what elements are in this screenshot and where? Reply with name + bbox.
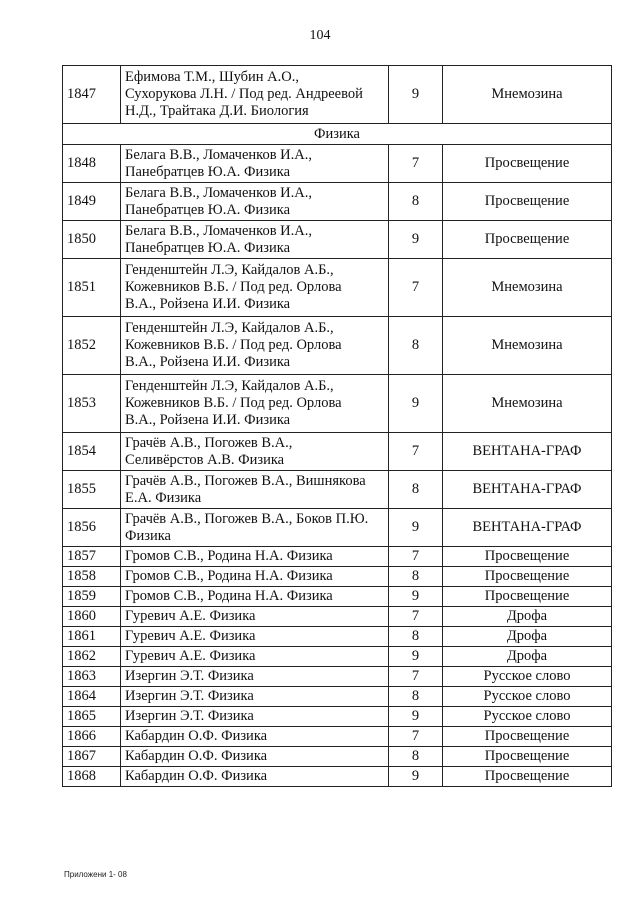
publisher-cell: Просвещение (443, 747, 612, 767)
authors-line: Селивёрстов А.В. Физика (125, 451, 285, 468)
publisher-cell: Дрофа (443, 647, 612, 667)
table-row (63, 727, 612, 747)
row-number: 1858 (63, 567, 121, 587)
publisher-cell: Мнемозина (443, 317, 612, 375)
authors-line: Грачёв А.В., Погожев В.А., (125, 434, 293, 451)
table-row (63, 747, 612, 767)
publisher-cell: ВЕНТАНА-ГРАФ (443, 471, 612, 509)
table-row (63, 471, 612, 509)
publisher-cell: Русское слово (443, 687, 612, 707)
authors-title-cell (121, 471, 389, 509)
row-number: 1868 (63, 767, 121, 787)
table-row (63, 587, 612, 607)
section-title: Физика (63, 124, 612, 145)
authors-title-cell (121, 647, 389, 667)
table-row (63, 547, 612, 567)
authors-line: Белага В.В., Ломаченков И.А., (125, 222, 312, 239)
table-body (63, 66, 612, 787)
authors-line: Громов С.В., Родина Н.А. Физика (125, 548, 333, 564)
authors-line: Громов С.В., Родина Н.А. Физика (125, 588, 333, 604)
grade-cell: 8 (389, 747, 443, 767)
authors-line: Кожевников В.Б. / Под ред. Орлова (125, 337, 342, 353)
row-number: 1851 (63, 259, 121, 317)
publisher-cell: Мнемозина (443, 66, 612, 124)
table-row (63, 687, 612, 707)
table-row (63, 317, 612, 375)
section-row (63, 124, 612, 145)
row-number: 1865 (63, 707, 121, 727)
authors-line: Кабардин О.Ф. Физика (125, 768, 268, 784)
authors-line: Белага В.В., Ломаченков И.А., (125, 184, 312, 201)
authors-line: Гуревич А.Е. Физика (125, 628, 256, 644)
publisher-cell: Просвещение (443, 567, 612, 587)
authors-title-cell (121, 317, 389, 375)
authors-line: Кабардин О.Ф. Физика (125, 748, 268, 764)
grade-cell: 7 (389, 667, 443, 687)
authors-line: Гуревич А.Е. Физика (125, 608, 256, 624)
row-number: 1861 (63, 627, 121, 647)
authors-line: Панебратцев Ю.А. Физика (125, 239, 291, 256)
authors-line: Сухорукова Л.Н. / Под ред. Андреевой (125, 86, 363, 102)
authors-line: Кожевников В.Б. / Под ред. Орлова (125, 279, 342, 295)
row-number: 1857 (63, 547, 121, 567)
grade-cell: 9 (389, 767, 443, 787)
publisher-cell: Дрофа (443, 627, 612, 647)
row-number: 1847 (63, 66, 121, 124)
grade-cell: 9 (389, 587, 443, 607)
authors-title-cell (121, 587, 389, 607)
grade-cell: 7 (389, 145, 443, 183)
publisher-cell: Просвещение (443, 547, 612, 567)
authors-title-cell (121, 727, 389, 747)
authors-title-cell (121, 375, 389, 433)
grade-cell: 8 (389, 567, 443, 587)
authors-title-cell (121, 627, 389, 647)
authors-line: Изергин Э.Т. Физика (125, 688, 254, 704)
authors-title-cell (121, 433, 389, 471)
authors-line: Кожевников В.Б. / Под ред. Орлова (125, 395, 342, 411)
grade-cell: 8 (389, 183, 443, 221)
authors-line: Гуревич А.Е. Физика (125, 648, 256, 664)
authors-line: Генденштейн Л.Э, Кайдалов А.Б., (125, 320, 334, 336)
grade-cell: 9 (389, 66, 443, 124)
authors-line: Громов С.В., Родина Н.А. Физика (125, 568, 333, 584)
table-row (63, 627, 612, 647)
authors-title-cell (121, 747, 389, 767)
authors-title-cell (121, 547, 389, 567)
authors-title-cell (121, 607, 389, 627)
authors-line: Физика (125, 527, 171, 544)
row-number: 1852 (63, 317, 121, 375)
row-number: 1848 (63, 145, 121, 183)
grade-cell: 8 (389, 317, 443, 375)
publisher-cell: Мнемозина (443, 375, 612, 433)
table-row (63, 567, 612, 587)
row-number: 1854 (63, 433, 121, 471)
footer-note: Приложени 1- 08 (64, 870, 127, 879)
authors-line: Грачёв А.В., Погожев В.А., Вишнякова (125, 472, 366, 489)
row-number: 1850 (63, 221, 121, 259)
authors-line: Ефимова Т.М., Шубин А.О., (125, 69, 299, 85)
publisher-cell: ВЕНТАНА-ГРАФ (443, 509, 612, 547)
table-row (63, 221, 612, 259)
row-number: 1856 (63, 509, 121, 547)
publisher-cell: Просвещение (443, 767, 612, 787)
authors-line: Генденштейн Л.Э, Кайдалов А.Б., (125, 378, 334, 394)
table-row (63, 607, 612, 627)
table-row (63, 259, 612, 317)
grade-cell: 7 (389, 433, 443, 471)
publisher-cell: Русское слово (443, 667, 612, 687)
authors-title-cell (121, 509, 389, 547)
authors-line: Н.Д., Трайтака Д.И. Биология (125, 103, 309, 119)
grade-cell: 9 (389, 647, 443, 667)
row-number: 1867 (63, 747, 121, 767)
authors-title-cell (121, 707, 389, 727)
row-number: 1863 (63, 667, 121, 687)
row-number: 1855 (63, 471, 121, 509)
authors-line: Изергин Э.Т. Физика (125, 708, 254, 724)
table-row (63, 183, 612, 221)
grade-cell: 7 (389, 727, 443, 747)
row-number: 1849 (63, 183, 121, 221)
row-number: 1866 (63, 727, 121, 747)
table-row (63, 145, 612, 183)
authors-line: В.А., Ройзена И.И. Физика (125, 296, 291, 312)
table-row (63, 707, 612, 727)
grade-cell: 9 (389, 221, 443, 259)
authors-line: В.А., Ройзена И.И. Физика (125, 412, 291, 428)
authors-title-cell (121, 259, 389, 317)
grade-cell: 9 (389, 375, 443, 433)
table-row (63, 66, 612, 124)
grade-cell: 8 (389, 471, 443, 509)
table-row (63, 667, 612, 687)
grade-cell: 8 (389, 627, 443, 647)
publisher-cell: Мнемозина (443, 259, 612, 317)
row-number: 1853 (63, 375, 121, 433)
authors-line: Белага В.В., Ломаченков И.А., (125, 146, 312, 163)
publisher-cell: Русское слово (443, 707, 612, 727)
grade-cell: 8 (389, 687, 443, 707)
authors-title-cell (121, 66, 389, 124)
publisher-cell: Просвещение (443, 145, 612, 183)
grade-cell: 7 (389, 259, 443, 317)
grade-cell: 9 (389, 509, 443, 547)
publisher-cell: Просвещение (443, 183, 612, 221)
authors-line: Панебратцев Ю.А. Физика (125, 163, 291, 180)
authors-title-cell (121, 183, 389, 221)
row-number: 1862 (63, 647, 121, 667)
authors-line: Грачёв А.В., Погожев В.А., Боков П.Ю. (125, 510, 369, 527)
grade-cell: 9 (389, 707, 443, 727)
row-number: 1860 (63, 607, 121, 627)
publisher-cell: Просвещение (443, 587, 612, 607)
authors-line: Генденштейн Л.Э, Кайдалов А.Б., (125, 262, 334, 278)
table-row (63, 767, 612, 787)
authors-line: Панебратцев Ю.А. Физика (125, 201, 291, 218)
authors-line: Е.А. Физика (125, 489, 202, 506)
table-row (63, 647, 612, 667)
publisher-cell: Дрофа (443, 607, 612, 627)
page-number: 104 (309, 28, 331, 43)
publisher-cell: ВЕНТАНА-ГРАФ (443, 433, 612, 471)
row-number: 1859 (63, 587, 121, 607)
authors-title-cell (121, 687, 389, 707)
authors-title-cell (121, 667, 389, 687)
row-number: 1864 (63, 687, 121, 707)
authors-title-cell (121, 567, 389, 587)
table-row (63, 433, 612, 471)
authors-line: Кабардин О.Ф. Физика (125, 728, 268, 744)
authors-title-cell (121, 767, 389, 787)
textbook-table (62, 65, 612, 787)
table-row (63, 375, 612, 433)
grade-cell: 7 (389, 547, 443, 567)
publisher-cell: Просвещение (443, 727, 612, 747)
authors-title-cell (121, 221, 389, 259)
authors-title-cell (121, 145, 389, 183)
publisher-cell: Просвещение (443, 221, 612, 259)
table-row (63, 509, 612, 547)
authors-line: В.А., Ройзена И.И. Физика (125, 354, 291, 370)
authors-line: Изергин Э.Т. Физика (125, 668, 254, 684)
grade-cell: 7 (389, 607, 443, 627)
